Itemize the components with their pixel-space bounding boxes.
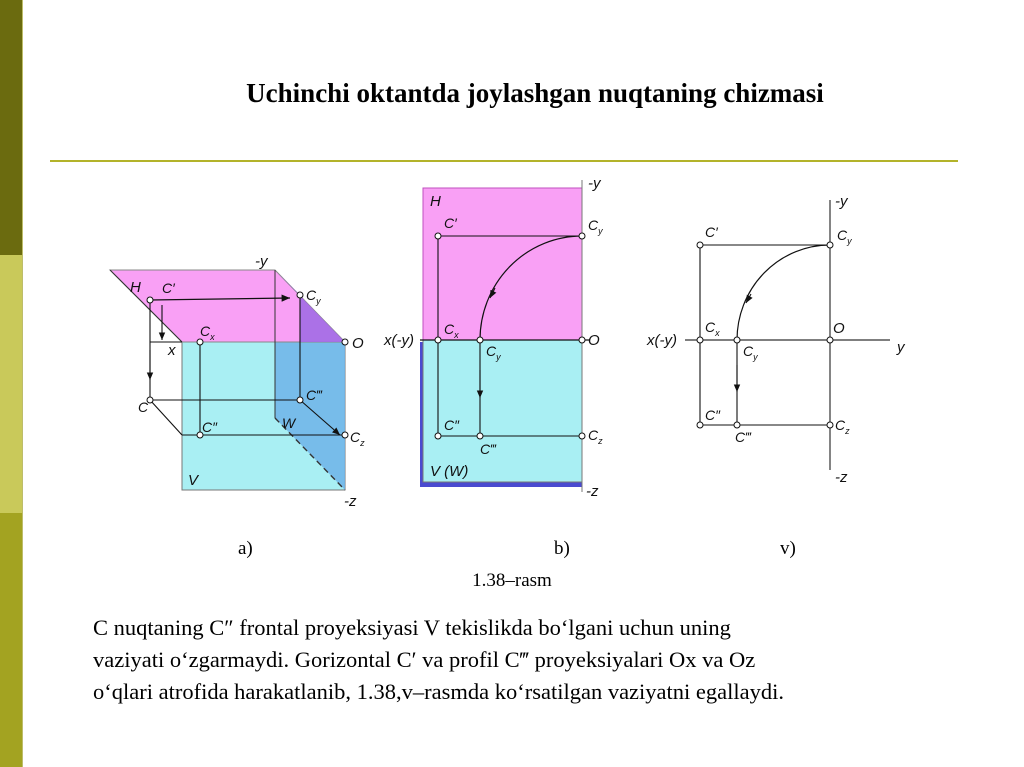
label-c-double: C″	[444, 417, 460, 433]
label-neg-z: -z	[835, 469, 848, 486]
label-o: O	[352, 335, 364, 352]
label-w: W	[282, 415, 296, 431]
caption-b: b)	[554, 538, 570, 559]
svg-text:Cy: $C_y$	[486, 343, 501, 362]
decor-stripe-bottom	[0, 513, 22, 767]
label-c-prime: C′	[162, 280, 175, 296]
label-y: y	[897, 339, 905, 356]
svg-text:Cx: $C_x$	[200, 323, 215, 342]
svg-text:Cy: $C_y$	[306, 287, 321, 306]
figure-b-unfolded	[380, 170, 620, 515]
label-neg-y: -y	[588, 175, 601, 192]
label-v: V	[188, 472, 199, 489]
label-c-double: C″	[202, 419, 218, 435]
decor-stripe-middle	[0, 255, 22, 513]
label-v-w: V (W)	[430, 463, 469, 480]
label-neg-y: -y	[255, 253, 268, 270]
label-x: x	[168, 342, 176, 359]
decor-stripe-top	[0, 0, 22, 255]
label-c-triple: C‴	[306, 387, 322, 403]
label-h: H	[130, 279, 141, 296]
caption-v: v)	[780, 538, 796, 559]
slide-title: Uchinchi oktantda joylashgan nuqtaning chizmasi	[246, 78, 824, 108]
paragraph-line-3: o‘qlari atrofida harakatlanib, 1.38,v–rasmda ko‘rsatilgan vaziyatni egallaydi.	[93, 679, 784, 704]
svg-text:Cy: $C_y$	[588, 217, 603, 236]
label-o: O	[833, 320, 845, 337]
caption-a: a)	[238, 538, 253, 559]
label-c-triple: C‴	[735, 429, 751, 445]
svg-text:Cy: $C_y$	[743, 343, 758, 362]
svg-text:Cz: $C_z$	[588, 427, 603, 446]
body-paragraph	[93, 612, 993, 708]
svg-text:Cz: $C_z$	[835, 417, 850, 436]
label-c: C	[138, 399, 149, 415]
svg-text:Cz: $C_z$	[350, 429, 365, 448]
label-neg-z: -z	[344, 493, 357, 510]
label-c-prime: C′	[705, 224, 718, 240]
label-o: O	[588, 332, 600, 349]
label-neg-z: -z	[586, 483, 599, 500]
label-x-neg-y: x(-y)	[384, 332, 414, 349]
title-underline	[50, 160, 958, 162]
figure-number: 1.38–rasm	[472, 570, 552, 591]
label-c-triple: C‴	[480, 441, 496, 457]
svg-text:Cx: $C_x$	[705, 319, 720, 338]
label-c-prime: C′	[444, 215, 457, 231]
paragraph-line-2: vaziyati o‘zgarmaydi. Gorizontal C′ va profil C‴ proyeksiyalari Ox va Oz	[93, 647, 756, 672]
figure-v-epure	[645, 170, 925, 515]
svg-text:Cx: $C_x$	[444, 321, 459, 340]
decor-border-line	[22, 0, 23, 767]
label-neg-y: -y	[835, 193, 848, 210]
figure-a-3d-view	[90, 170, 390, 515]
label-h: H	[430, 193, 441, 210]
svg-text:Cy: $C_y$	[837, 227, 852, 246]
paragraph-line-1: C nuqtaning C″ frontal proyeksiyasi V tekislikda bo‘lgani uchun uning	[93, 615, 731, 640]
label-c-double: C″	[705, 407, 721, 423]
label-x-neg-y: x(-y)	[647, 332, 677, 349]
